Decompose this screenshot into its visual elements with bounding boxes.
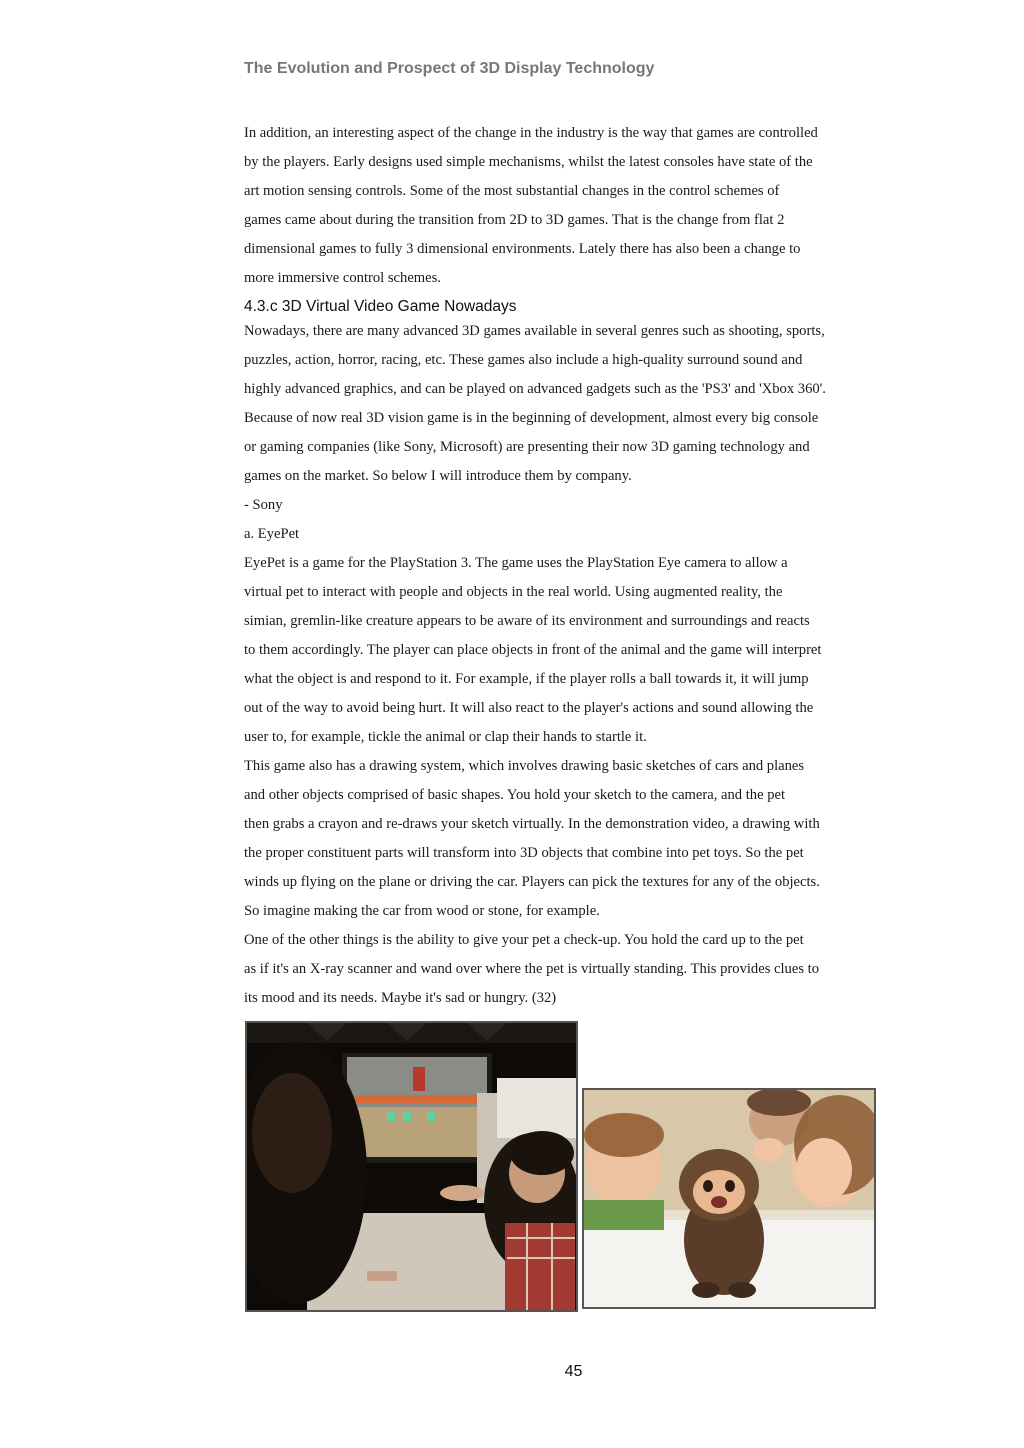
text-line: to them accordingly. The player can place objects in front of the animal and the game will interpret bbox=[244, 642, 822, 658]
eyepet-children-photo bbox=[582, 1088, 876, 1309]
text-line: puzzles, action, horror, racing, etc. These games also include a high-quality surround sound and bbox=[244, 352, 803, 368]
page-number: 45 bbox=[564, 1363, 583, 1380]
section-body bbox=[244, 317, 908, 1013]
text-line: In addition, an interesting aspect of the change in the industry is the way that games are controlled bbox=[244, 125, 818, 141]
text-line: So imagine making the car from wood or stone, for example. bbox=[244, 903, 600, 919]
company-label: - Sony bbox=[244, 497, 283, 513]
text-line: virtual pet to interact with people and objects in the real world. Using augmented reality, the bbox=[244, 584, 783, 600]
text-line: what the object is and respond to it. For example, if the player rolls a ball towards it, it will jump bbox=[244, 671, 809, 687]
text-line: user to, for example, tickle the animal or clap their hands to startle it. bbox=[244, 729, 647, 745]
text-line: dimensional games to fully 3 dimensional environments. Lately there has also been a change to bbox=[244, 241, 801, 257]
text-line: and other objects comprised of basic shapes. You hold your sketch to the camera, and the pet bbox=[244, 787, 786, 803]
text-line: more immersive control schemes. bbox=[244, 270, 441, 286]
text-line: EyePet is a game for the PlayStation 3. The game uses the PlayStation Eye camera to allow a bbox=[244, 555, 788, 571]
text-line: then grabs a crayon and re-draws your sketch virtually. In the demonstration video, a drawing with bbox=[244, 816, 820, 832]
section-heading: 4.3.c 3D Virtual Video Game Nowadays bbox=[244, 298, 517, 315]
text-line: its mood and its needs. Maybe it's sad or hungry. (32) bbox=[244, 990, 557, 1006]
text-line: by the players. Early designs used simple mechanisms, whilst the latest consoles have state of the bbox=[244, 154, 813, 170]
text-line: out of the way to avoid being hurt. It will also react to the player's actions and sound allowing the bbox=[244, 700, 814, 716]
eyepet-demo-photo bbox=[245, 1021, 578, 1312]
text-line: highly advanced graphics, and can be played on advanced gadgets such as the 'PS3' and 'Xbox 360'. bbox=[244, 381, 826, 397]
running-header: The Evolution and Prospect of 3D Display Technology bbox=[244, 60, 655, 77]
text-line: games came about during the transition from 2D to 3D games. That is the change from flat 2 bbox=[244, 212, 785, 228]
eyepet-demo-illustration bbox=[247, 1023, 576, 1310]
text-line: the proper constituent parts will transform into 3D objects that combine into pet toys. So the pet bbox=[244, 845, 804, 861]
text-line: Nowadays, there are many advanced 3D games available in several genres such as shooting, sports, bbox=[244, 323, 825, 339]
text-line: Because of now real 3D vision game is in the beginning of development, almost every big console bbox=[244, 410, 819, 426]
subsection-label: a. EyePet bbox=[244, 526, 300, 542]
text-line: or gaming companies (like Sony, Microsoft) are presenting their now 3D gaming technology and bbox=[244, 439, 810, 455]
text-line: This game also has a drawing system, which involves drawing basic sketches of cars and planes bbox=[244, 758, 805, 774]
text-line: One of the other things is the ability to give your pet a check-up. You hold the card up to the pet bbox=[244, 932, 804, 948]
text-line: simian, gremlin-like creature appears to be aware of its environment and surroundings and reacts bbox=[244, 613, 810, 629]
text-line: as if it's an X-ray scanner and wand over where the pet is virtually standing. This provides clues to bbox=[244, 961, 820, 977]
eyepet-children-illustration bbox=[584, 1090, 874, 1307]
text-line: games on the market. So below I will introduce them by company. bbox=[244, 468, 632, 484]
intro-paragraph bbox=[244, 119, 908, 293]
text-line: art motion sensing controls. Some of the most substantial changes in the control schemes of bbox=[244, 183, 780, 199]
text-line: winds up flying on the plane or driving the car. Players can pick the textures for any of the objects. bbox=[244, 874, 820, 890]
